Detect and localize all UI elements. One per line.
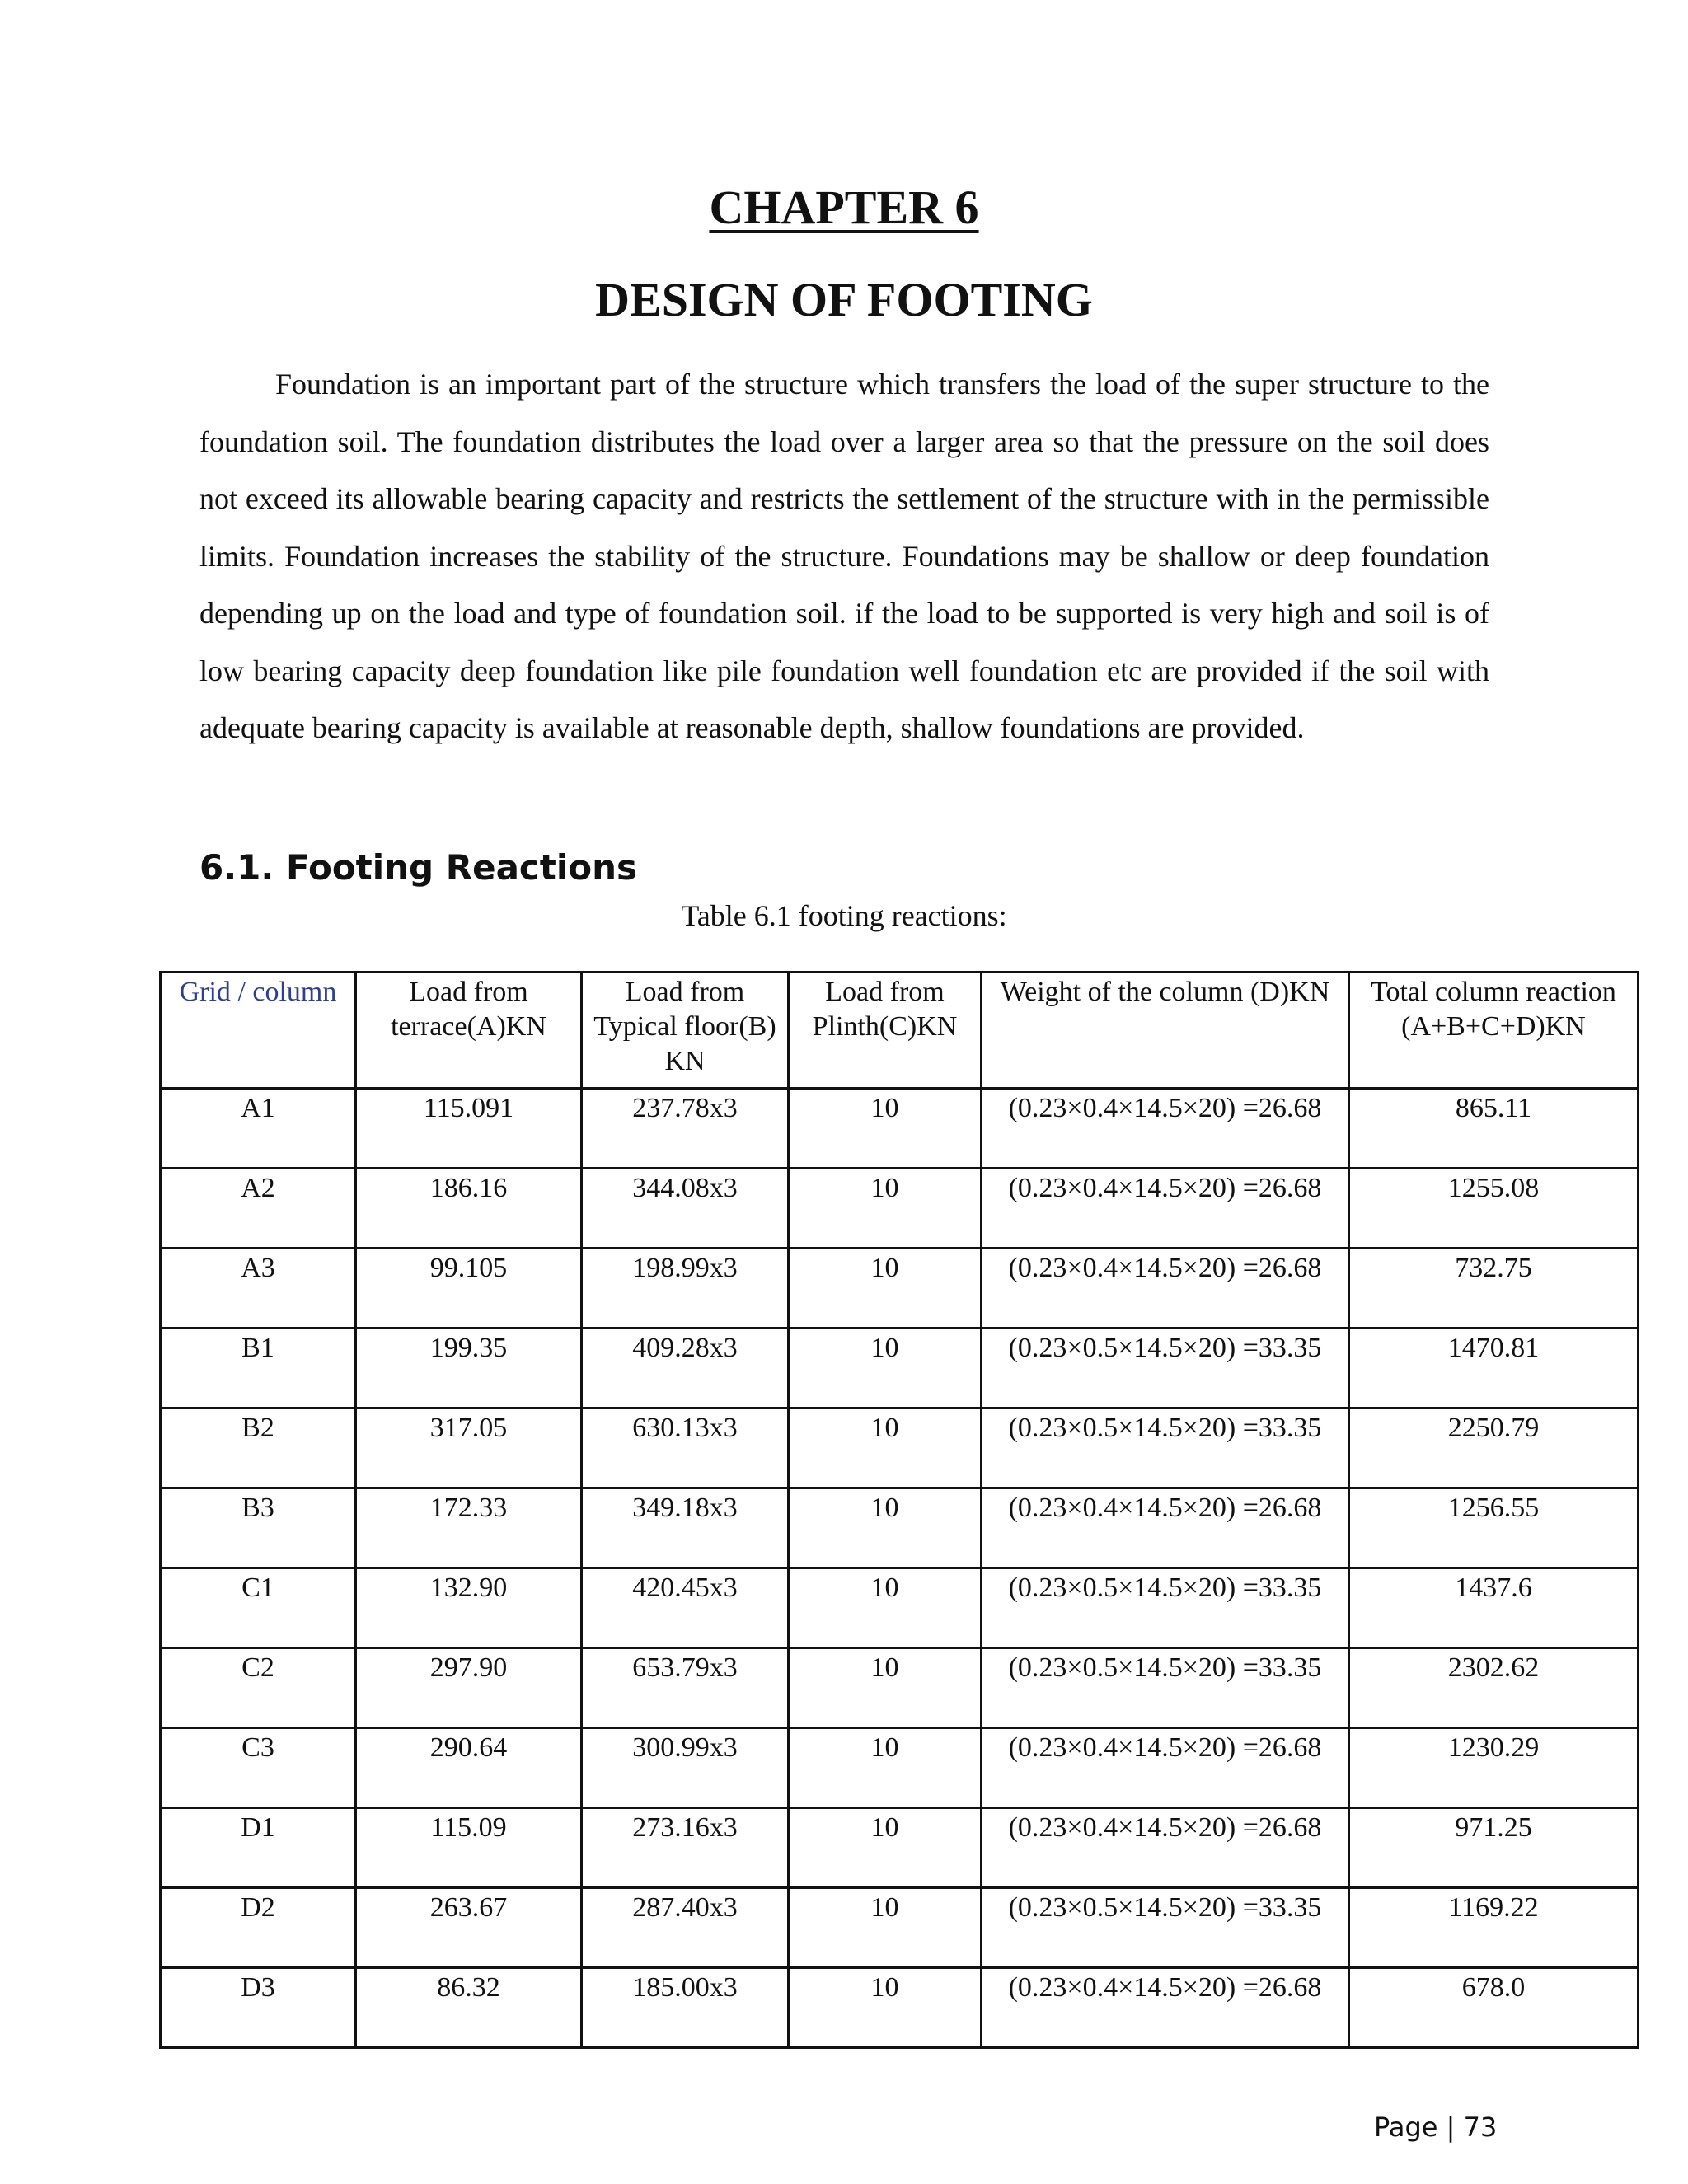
cell-grid: C2 [161,1648,356,1728]
cell-total-reaction: 1230.29 [1349,1728,1639,1808]
cell-column-weight: (0.23×0.5×14.5×20) =33.35 [982,1408,1349,1488]
cell-typical-floor-load: 409.28x3 [582,1329,789,1408]
cell-column-weight: (0.23×0.4×14.5×20) =26.68 [982,1169,1349,1249]
cell-plinth-load: 10 [789,1568,982,1648]
page-title: DESIGN OF FOOTING [595,273,1093,326]
cell-terrace-load: 199.35 [356,1329,582,1408]
cell-typical-floor-load: 630.13x3 [582,1408,789,1488]
table-caption: Table 6.1 footing reactions: [681,899,1007,932]
cell-plinth-load: 10 [789,1808,982,1888]
cell-typical-floor-load: 653.79x3 [582,1648,789,1728]
cell-terrace-load: 99.105 [356,1249,582,1329]
cell-total-reaction: 1256.55 [1349,1488,1639,1568]
header-grid-column: Grid / column [161,972,356,1089]
cell-grid: C1 [161,1568,356,1648]
cell-column-weight: (0.23×0.4×14.5×20) =26.68 [982,1089,1349,1169]
table-row [161,1408,1639,1488]
chapter-heading: CHAPTER 6 [709,180,979,234]
page-number: Page | 73 [1374,2111,1498,2143]
table-row [161,1249,1639,1329]
cell-total-reaction: 971.25 [1349,1808,1639,1888]
cell-typical-floor-load: 198.99x3 [582,1249,789,1329]
header-total-reaction: Total column reaction (A+B+C+D)KN [1349,972,1639,1089]
cell-terrace-load: 317.05 [356,1408,582,1488]
cell-typical-floor-load: 300.99x3 [582,1728,789,1808]
table-row [161,1808,1639,1888]
cell-plinth-load: 10 [789,1249,982,1329]
cell-terrace-load: 132.90 [356,1568,582,1648]
header-load-plinth: Load from Plinth(C)KN [789,972,982,1089]
cell-grid: A1 [161,1089,356,1169]
cell-terrace-load: 172.33 [356,1488,582,1568]
header-column-weight: Weight of the column (D)KN [982,972,1349,1089]
cell-terrace-load: 297.90 [356,1648,582,1728]
cell-total-reaction: 2250.79 [1349,1408,1639,1488]
cell-grid: B2 [161,1408,356,1488]
cell-plinth-load: 10 [789,1089,982,1169]
cell-grid: D2 [161,1888,356,1968]
cell-total-reaction: 1169.22 [1349,1888,1639,1968]
cell-terrace-load: 86.32 [356,1968,582,2048]
cell-total-reaction: 678.0 [1349,1968,1639,2048]
cell-typical-floor-load: 349.18x3 [582,1488,789,1568]
table-row [161,1648,1639,1728]
table-row [161,1169,1639,1249]
cell-plinth-load: 10 [789,1169,982,1249]
cell-plinth-load: 10 [789,1728,982,1808]
cell-total-reaction: 732.75 [1349,1249,1639,1329]
cell-column-weight: (0.23×0.5×14.5×20) =33.35 [982,1568,1349,1648]
cell-plinth-load: 10 [789,1488,982,1568]
cell-column-weight: (0.23×0.4×14.5×20) =26.68 [982,1728,1349,1808]
cell-total-reaction: 2302.62 [1349,1648,1639,1728]
cell-grid: C3 [161,1728,356,1808]
cell-terrace-load: 115.09 [356,1808,582,1888]
table-row [161,1968,1639,2048]
intro-paragraph: Foundation is an important part of the structure which transfers the load of the super structure to the foundation soil. The foundation distributes the load over a larger area so that the pressure on the soil does not exceed its allowable bearing capacity and restricts the settlement of the structure with in the permissible limits. Foundation increases the stability of the structure. Foundations may be shallow or deep foundation depending up on the load and type of foundation soil. if the load to be supported is very high and soil is of low bearing capacity deep foundation like pile foundation well foundation etc are provided if the soil with adequate bearing capacity is available at reasonable depth, shallow foundations are provided. [199,368,1489,744]
cell-terrace-load: 115.091 [356,1089,582,1169]
cell-column-weight: (0.23×0.4×14.5×20) =26.68 [982,1968,1349,2048]
cell-terrace-load: 263.67 [356,1888,582,1968]
cell-plinth-load: 10 [789,1329,982,1408]
cell-grid: B3 [161,1488,356,1568]
cell-grid: A2 [161,1169,356,1249]
header-load-typical-floor: Load from Typical floor(B) KN [582,972,789,1089]
cell-plinth-load: 10 [789,1888,982,1968]
footing-reactions-table [159,971,1639,2049]
cell-total-reaction: 865.11 [1349,1089,1639,1169]
table-row [161,1568,1639,1648]
cell-typical-floor-load: 273.16x3 [582,1808,789,1888]
section-heading: 6.1. Footing Reactions [199,847,638,888]
table-row [161,1888,1639,1968]
table-row [161,1089,1639,1169]
table-row [161,1488,1639,1568]
cell-grid: A3 [161,1249,356,1329]
cell-typical-floor-load: 344.08x3 [582,1169,789,1249]
cell-column-weight: (0.23×0.4×14.5×20) =26.68 [982,1488,1349,1568]
cell-total-reaction: 1470.81 [1349,1329,1639,1408]
cell-column-weight: (0.23×0.5×14.5×20) =33.35 [982,1888,1349,1968]
cell-plinth-load: 10 [789,1408,982,1488]
cell-plinth-load: 10 [789,1648,982,1728]
cell-total-reaction: 1437.6 [1349,1568,1639,1648]
cell-terrace-load: 186.16 [356,1169,582,1249]
table-header-row [161,972,1639,1089]
cell-column-weight: (0.23×0.4×14.5×20) =26.68 [982,1249,1349,1329]
table-row [161,1728,1639,1808]
cell-grid: D3 [161,1968,356,2048]
cell-grid: D1 [161,1808,356,1888]
header-load-terrace: Load from terrace(A)KN [356,972,582,1089]
cell-plinth-load: 10 [789,1968,982,2048]
cell-typical-floor-load: 287.40x3 [582,1888,789,1968]
cell-column-weight: (0.23×0.4×14.5×20) =26.68 [982,1808,1349,1888]
cell-terrace-load: 290.64 [356,1728,582,1808]
cell-column-weight: (0.23×0.5×14.5×20) =33.35 [982,1648,1349,1728]
cell-typical-floor-load: 185.00x3 [582,1968,789,2048]
table-row [161,1329,1639,1408]
cell-typical-floor-load: 420.45x3 [582,1568,789,1648]
cell-column-weight: (0.23×0.5×14.5×20) =33.35 [982,1329,1349,1408]
cell-grid: B1 [161,1329,356,1408]
cell-total-reaction: 1255.08 [1349,1169,1639,1249]
cell-typical-floor-load: 237.78x3 [582,1089,789,1169]
